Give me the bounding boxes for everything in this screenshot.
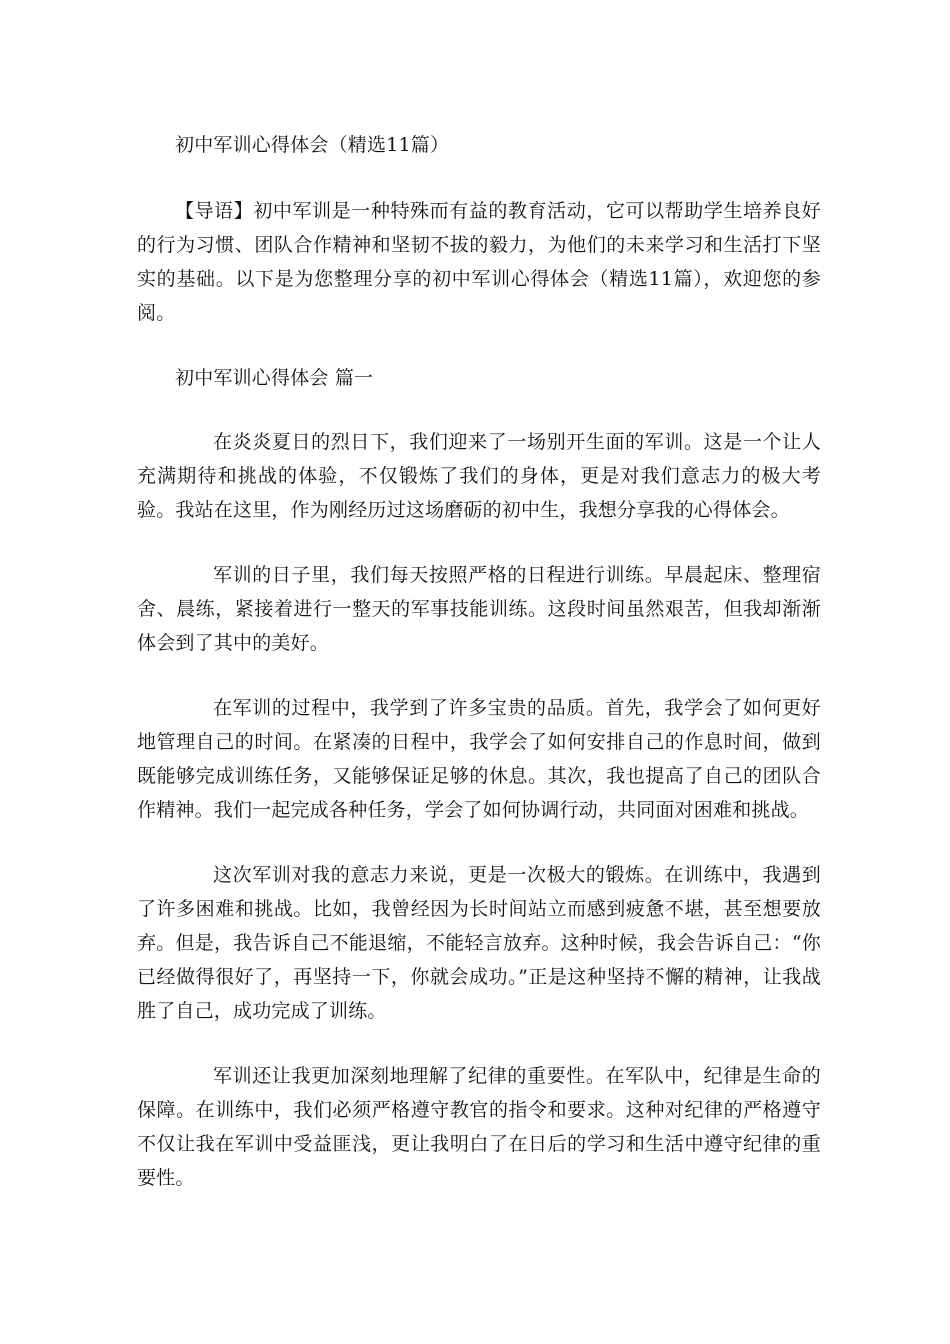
body-paragraph: 这次军训对我的意志力来说，更是一次极大的锻炼。在训练中，我遇到了许多困难和挑战。比如，我曾经因为长时间站立而感到疲惫不堪，甚至想要放弃。但是，我告诉自己不能退缩，不能轻言放弃。这种时候，我会告诉自己：“你已经做得很好了，再坚持一下，你就会成功。”正是这种坚持不懈的精神，让我战胜了自己，成功完成了训练。 <box>137 864 821 1022</box>
body-paragraph: 在军训的过程中，我学到了许多宝贵的品质。首先，我学会了如何更好地管理自己的时间。在紧凑的日程中，我学会了如何安排自己的作息时间，做到既能够完成训练任务，又能够保证足够的休息。其次，我也提高了自己的团队合作精神。我们一起完成各种任务，学会了如何协调行动，共同面对困难和挑战。 <box>137 697 821 821</box>
document-title: 初中军训心得体会（精选11篇） <box>175 134 450 156</box>
intro-paragraph: 【导语】初中军训是一种特殊而有益的教育活动，它可以帮助学生培养良好的行为习惯、团队合作精神和坚韧不拔的毅力，为他们的未来学习和生活打下坚实的基础。以下是为您整理分享的初中军训心得体会（精选11篇），欢迎您的参阅。 <box>137 200 821 324</box>
document-content <box>137 128 821 1195</box>
body-paragraph: 军训还让我更加深刻地理解了纪律的重要性。在军队中，纪律是生命的保障。在训练中，我们必须严格遵守教官的指令和要求。这种对纪律的严格遵守不仅让我在军训中受益匪浅，更让我明白了在日后的学习和生活中遵守纪律的重要性。 <box>137 1065 821 1189</box>
section-title: 初中军训心得体会 篇一 <box>175 367 374 389</box>
body-paragraph: 在炎炎夏日的烈日下，我们迎来了一场别开生面的军训。这是一个让人充满期待和挑战的体验，不仅锻炼了我们的身体，更是对我们意志力的极大考验。我站在这里，作为刚经历过这场磨砺的初中生，我想分享我的心得体会。 <box>137 431 821 521</box>
body-paragraph: 军训的日子里，我们每天按照严格的日程进行训练。早晨起床、整理宿舍、晨练，紧接着进行一整天的军事技能训练。这段时间虽然艰苦，但我却渐渐体会到了其中的美好。 <box>137 564 821 654</box>
